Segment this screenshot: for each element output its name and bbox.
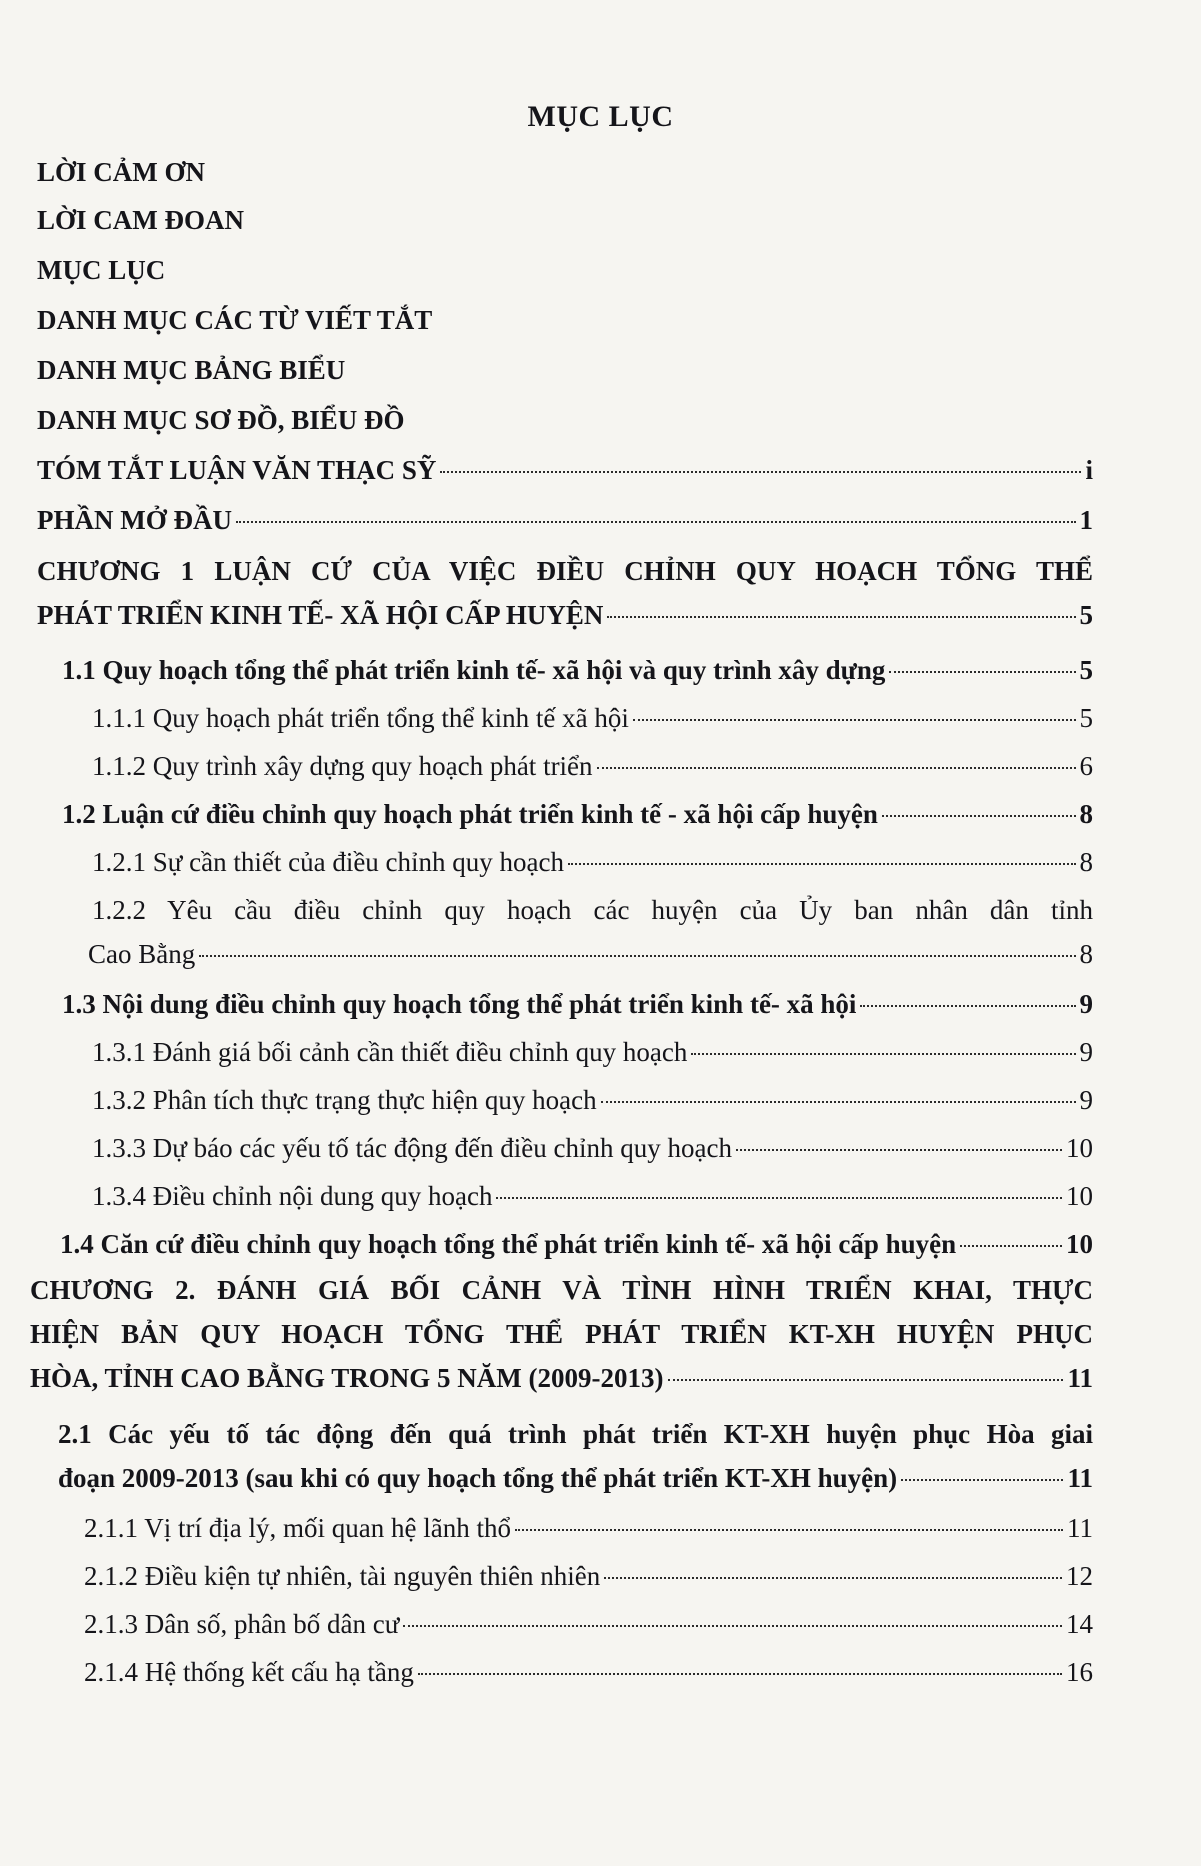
- toc-entry-1-2-2[interactable]: [92, 888, 1093, 932]
- dot-leader: [604, 1577, 1062, 1579]
- toc-entry-label: TÓM TẮT LUẬN VĂN THẠC SỸ: [37, 455, 437, 485]
- toc-entry-label: MỤC LỤC: [37, 255, 166, 285]
- toc-entry-1-1-1[interactable]: [92, 696, 1093, 740]
- dot-leader: [882, 815, 1076, 817]
- toc-entry-label: LỜI CẢM ƠN: [37, 157, 205, 187]
- dot-leader: [633, 719, 1076, 721]
- toc-page-number: 16: [1066, 1657, 1093, 1687]
- dot-leader: [691, 1053, 1075, 1055]
- toc-entry-label: PHÁT TRIỂN KINH TẾ- XÃ HỘI CẤP HUYỆN: [37, 600, 604, 630]
- toc-page-number: 8: [1079, 939, 1093, 969]
- dot-leader: [601, 1101, 1076, 1103]
- dot-leader: [860, 1005, 1075, 1007]
- toc-page-number: 8: [1079, 799, 1093, 829]
- toc-entry-label: 1.2 Luận cứ điều chỉnh quy hoạch phát triển kinh tế - xã hội cấp huyện: [62, 799, 878, 829]
- toc-entry-label: 1.2.1 Sự cần thiết của điều chỉnh quy hoạch: [92, 847, 565, 877]
- toc-entry-chuong-2[interactable]: [30, 1268, 1093, 1400]
- dot-leader: [496, 1197, 1062, 1199]
- toc-entry-2-1-2[interactable]: [84, 1554, 1093, 1598]
- toc-page-number: 11: [1067, 1513, 1093, 1543]
- dot-leader: [736, 1149, 1062, 1151]
- toc-entry-2-1-1[interactable]: [84, 1506, 1093, 1550]
- toc-entry-label: 1.3 Nội dung điều chỉnh quy hoạch tổng thể phát triển kinh tế- xã hội: [62, 989, 857, 1019]
- toc-entry-label: HÒA, TỈNH CAO BẰNG TRONG 5 NĂM (2009-2013): [30, 1363, 664, 1393]
- toc-page-number: 9: [1079, 1085, 1093, 1115]
- toc-entry-label: DANH MỤC BẢNG BIỂU: [37, 355, 346, 385]
- toc-entry-2-1[interactable]: [58, 1412, 1093, 1500]
- toc-entry-1-4[interactable]: [60, 1222, 1093, 1266]
- dot-leader: [889, 671, 1075, 673]
- toc-page-number: 9: [1079, 1037, 1093, 1067]
- dot-leader: [440, 471, 1081, 473]
- toc-entry-label: 2.1.3 Dân số, phân bố dân cư: [84, 1609, 400, 1639]
- toc-entry-muc-luc[interactable]: [37, 248, 165, 292]
- toc-page-number: 14: [1066, 1609, 1093, 1639]
- toc-page-number: 5: [1079, 703, 1093, 733]
- toc-entry-1-2-1[interactable]: [92, 840, 1093, 884]
- dot-leader: [236, 521, 1076, 523]
- toc-page-number: 1: [1079, 505, 1093, 535]
- toc-entry-danh-muc-bang-bieu[interactable]: [37, 348, 345, 392]
- toc-page-number: 11: [1067, 1463, 1093, 1493]
- toc-entry-label: 1.1.1 Quy hoạch phát triển tổng thể kinh tế xã hội: [92, 703, 629, 733]
- toc-page-number: 10: [1066, 1181, 1093, 1211]
- page-title: MỤC LỤC: [527, 100, 674, 133]
- toc-entry-label: 1.3.3 Dự báo các yếu tố tác động đến điều chỉnh quy hoạch: [92, 1133, 732, 1163]
- toc-page-number: 6: [1079, 751, 1093, 781]
- toc-page-number: 5: [1079, 655, 1093, 685]
- toc-entry-label-line1: CHƯƠNG 1 LUẬN CỨ CỦA VIỆC ĐIỀU CHỈNH QUY HOẠCH TỔNG THỂ: [37, 556, 1093, 586]
- toc-entry-2-1-4[interactable]: [84, 1650, 1093, 1694]
- toc-page-number: 10: [1066, 1229, 1093, 1259]
- toc-page-number: 12: [1066, 1561, 1093, 1591]
- toc-entry-label: 1.4 Căn cứ điều chỉnh quy hoạch tổng thể phát triển kinh tế- xã hội cấp huyện: [60, 1229, 957, 1259]
- toc-entry-label-line1: 1.2.2 Yêu cầu điều chỉnh quy hoạch các huyện của Ủy ban nhân dân tỉnh: [92, 895, 1093, 925]
- toc-entry-danh-muc-so-do[interactable]: [37, 398, 405, 442]
- toc-entry-danh-muc-tu-viet-tat[interactable]: [37, 298, 432, 342]
- toc-entry-1-3-4[interactable]: [92, 1174, 1093, 1218]
- toc-entry-label-line1: 2.1 Các yếu tố tác động đến quá trình phát triển KT-XH huyện phục Hòa giai: [58, 1419, 1093, 1449]
- dot-leader: [960, 1245, 1062, 1247]
- dot-leader: [515, 1529, 1063, 1531]
- toc-page-number: 10: [1066, 1133, 1093, 1163]
- toc-entry-1-2[interactable]: [62, 792, 1093, 836]
- toc-entry-label: LỜI CAM ĐOAN: [37, 205, 244, 235]
- toc-entry-label: 2.1.4 Hệ thống kết cấu hạ tầng: [84, 1657, 414, 1687]
- toc-entry-label: 1.3.2 Phân tích thực trạng thực hiện quy hoạch: [92, 1085, 597, 1115]
- dot-leader: [568, 863, 1075, 865]
- toc-entry-loi-cam-on[interactable]: [37, 150, 205, 194]
- dot-leader: [668, 1379, 1064, 1381]
- toc-entry-label: 2.1.1 Vị trí địa lý, mối quan hệ lãnh thổ: [84, 1513, 511, 1543]
- toc-entry-1-3-3[interactable]: [92, 1126, 1093, 1170]
- toc-entry-label: Cao Bằng: [88, 939, 196, 969]
- toc-entry-loi-cam-doan[interactable]: [37, 198, 244, 242]
- dot-leader: [597, 767, 1076, 769]
- toc-page-number: 11: [1067, 1363, 1093, 1393]
- toc-entry-2-1-3[interactable]: [84, 1602, 1093, 1646]
- toc-entry-label-line1: CHƯƠNG 2. ĐÁNH GIÁ BỐI CẢNH VÀ TÌNH HÌNH TRIỂN KHAI, THỰC: [30, 1275, 1093, 1305]
- toc-entry-label: DANH MỤC SƠ ĐỒ, BIỂU ĐỒ: [37, 405, 405, 435]
- dot-leader: [607, 616, 1075, 618]
- toc-entry-label: 1.3.1 Đánh giá bối cảnh cần thiết điều chỉnh quy hoạch: [92, 1037, 688, 1067]
- toc-entry-1-3-2[interactable]: [92, 1078, 1093, 1122]
- dot-leader: [403, 1625, 1062, 1627]
- toc-entry-label: DANH MỤC CÁC TỪ VIẾT TẮT: [37, 305, 433, 335]
- toc-entry-label-line2: HIỆN BẢN QUY HOẠCH TỔNG THỂ PHÁT TRIỂN KT-XH HUYỆN PHỤC: [30, 1319, 1093, 1349]
- toc-entry-label: 1.3.4 Điều chỉnh nội dung quy hoạch: [92, 1181, 493, 1211]
- toc-entry-1-2-2-cont[interactable]: [88, 932, 1093, 976]
- toc-entry-label: 1.1.2 Quy trình xây dựng quy hoạch phát triển: [92, 751, 593, 781]
- toc-entry-chuong-1[interactable]: [37, 549, 1093, 637]
- dot-leader: [901, 1479, 1063, 1481]
- toc-page-number: 9: [1079, 989, 1093, 1019]
- toc-page-number: 8: [1079, 847, 1093, 877]
- dot-leader: [418, 1673, 1062, 1675]
- toc-entry-1-3-1[interactable]: [92, 1030, 1093, 1074]
- dot-leader: [199, 955, 1075, 957]
- toc-entry-tom-tat[interactable]: [37, 448, 1093, 492]
- toc-entry-label: đoạn 2009-2013 (sau khi có quy hoạch tổng thể phát triển KT-XH huyện): [58, 1463, 898, 1493]
- toc-entry-phan-mo-dau[interactable]: [37, 498, 1093, 542]
- toc-entry-label: 2.1.2 Điều kiện tự nhiên, tài nguyên thiên nhiên: [84, 1561, 601, 1591]
- toc-entry-label: PHẦN MỞ ĐẦU: [37, 505, 232, 535]
- toc-entry-label: 1.1 Quy hoạch tổng thể phát triển kinh tế- xã hội và quy trình xây dựng: [62, 655, 886, 685]
- toc-entry-1-1[interactable]: [62, 648, 1093, 692]
- toc-page-number: 5: [1079, 600, 1093, 630]
- toc-entry-1-1-2[interactable]: [92, 744, 1093, 788]
- toc-entry-1-3[interactable]: [62, 982, 1093, 1026]
- toc-page-number: i: [1085, 455, 1093, 485]
